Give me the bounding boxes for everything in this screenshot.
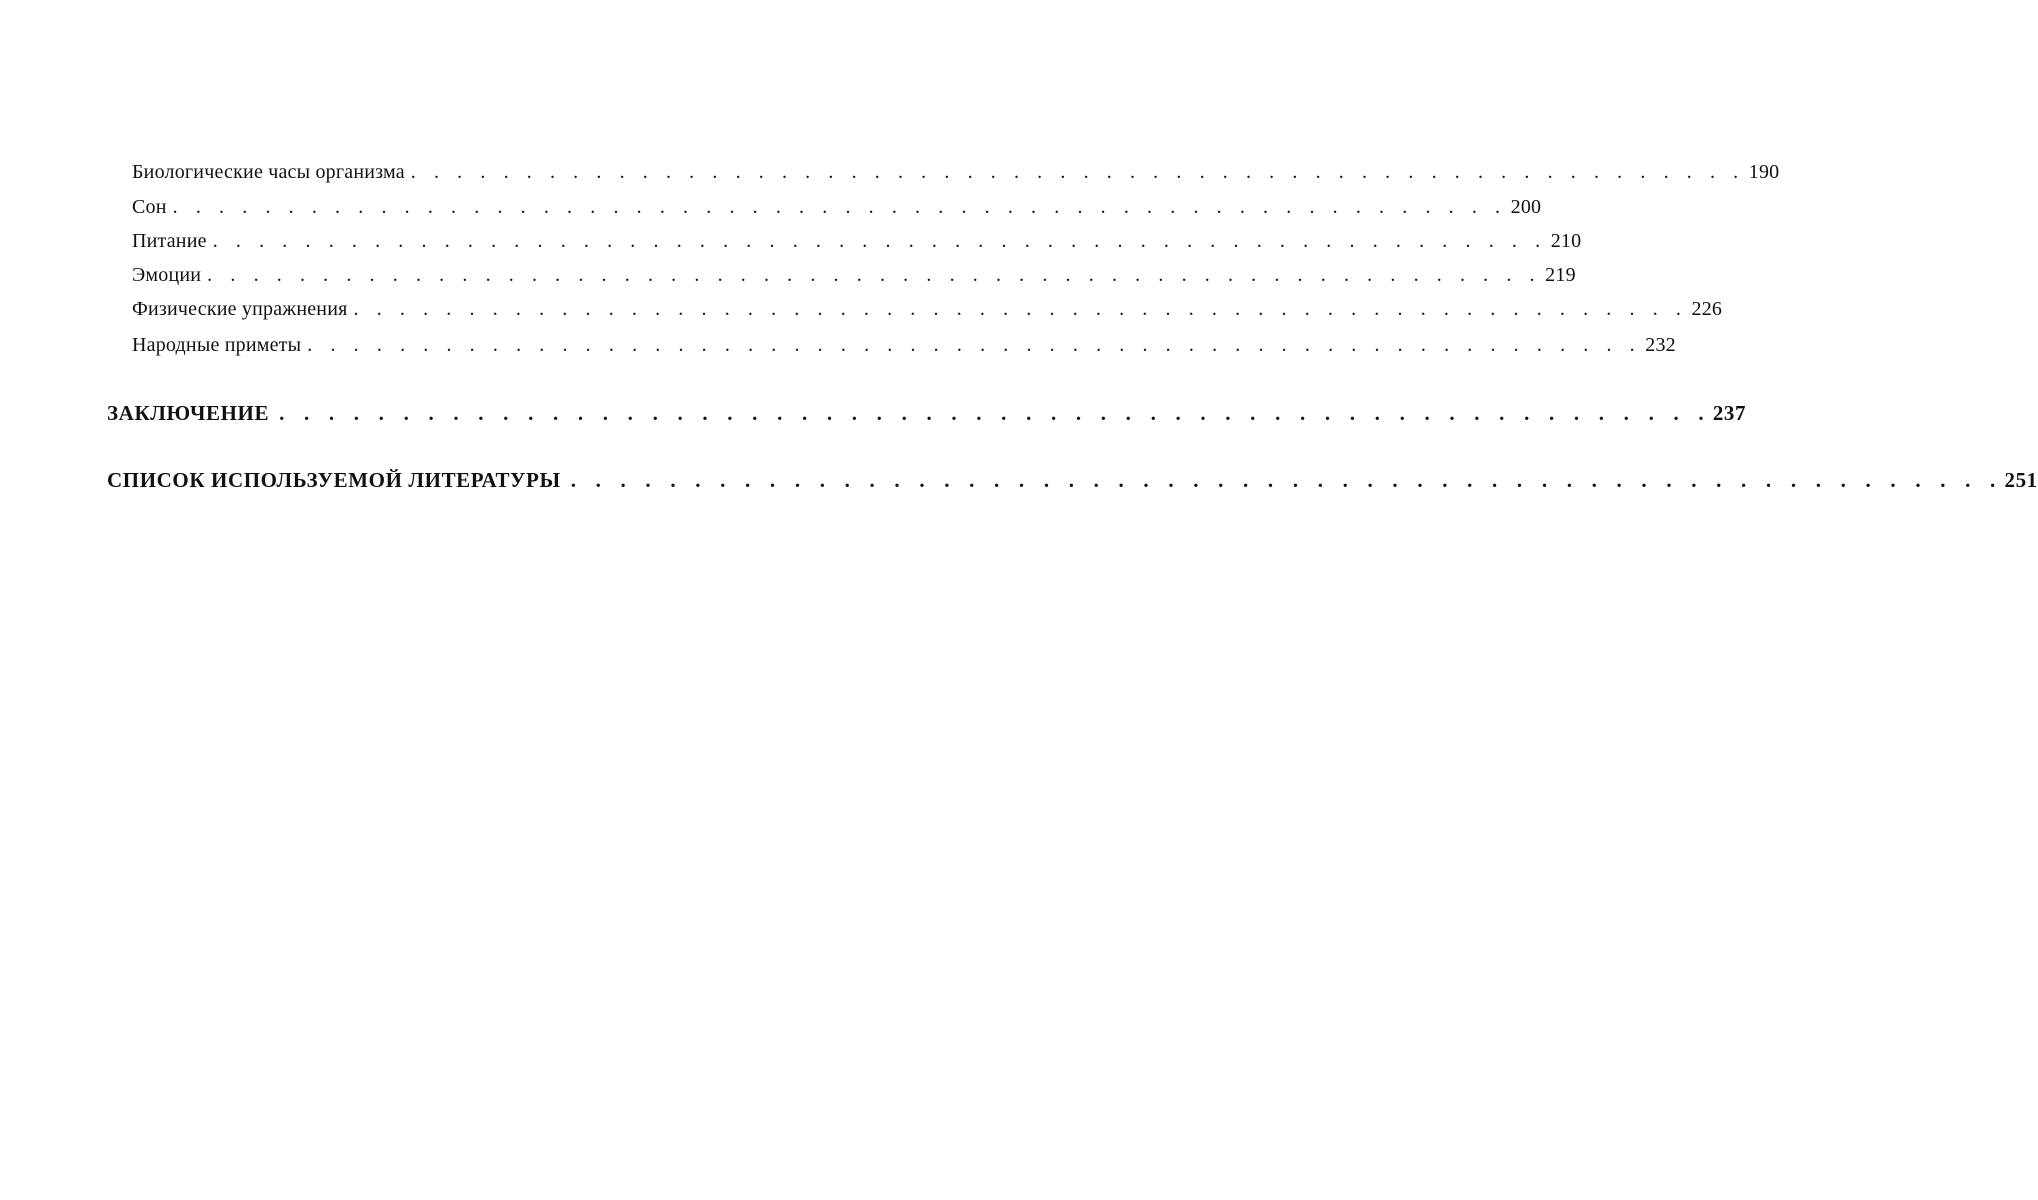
dot-leader: . . . . . . . . . . . . . . . . . . . . . . . . . . . . . . . . . . . . . . . . . . . . . . . . . . . . . . . . . . <box>307 334 1642 356</box>
toc-entry-title: Сон <box>132 196 167 218</box>
toc-entry-page: 190 <box>1748 161 1780 183</box>
toc-entry-page: 210 <box>1550 230 1582 252</box>
toc-entry-title: СПИСОК ИСПОЛЬЗУЕМОЙ ЛИТЕРАТУРЫ <box>107 468 561 492</box>
toc-entry-title: Физические упражнения <box>132 298 348 320</box>
toc-entry-title: Питание <box>132 230 207 252</box>
dot-leader: . . . . . . . . . . . . . . . . . . . . . . . . . . . . . . . . . . . . . . . . . . . . . . . . . . . . . . . . . . <box>279 401 1711 425</box>
toc-entry-page: 237 <box>1712 401 1747 425</box>
dot-leader: . . . . . . . . . . . . . . . . . . . . . . . . . . . . . . . . . . . . . . . . . . . . . . . . . . . . . . . . . . <box>207 264 1542 286</box>
toc-entry-bibliography <box>107 465 2038 495</box>
toc-entry-page: 219 <box>1545 264 1576 286</box>
toc-entry-nutrition <box>132 227 1582 255</box>
toc-entry-page: 226 <box>1691 298 1723 320</box>
toc-entry-sleep <box>132 193 1542 221</box>
toc-entry-title: Народные приметы <box>132 334 302 356</box>
toc-entry-title: ЗАКЛЮЧЕНИЕ <box>107 401 270 425</box>
toc-entry-conclusion <box>107 398 1747 428</box>
toc-entry-title: Биологические часы организма <box>132 161 405 183</box>
dot-leader: . . . . . . . . . . . . . . . . . . . . . . . . . . . . . . . . . . . . . . . . . . . . . . . . . . . . . . . . . . <box>353 298 1688 320</box>
toc-entry-page: 251 <box>2004 468 2038 492</box>
toc-entry-page: 232 <box>1645 334 1676 356</box>
dot-leader: . . . . . . . . . . . . . . . . . . . . . . . . . . . . . . . . . . . . . . . . . . . . . . . . . . . . . . . . . . <box>410 161 1745 183</box>
dot-leader: . . . . . . . . . . . . . . . . . . . . . . . . . . . . . . . . . . . . . . . . . . . . . . . . . . . . . . . . . . <box>212 230 1547 252</box>
toc-entry-exercise <box>132 295 1723 323</box>
toc-entry-folk-signs <box>132 331 1676 359</box>
toc-entry-title: Эмоции <box>132 264 202 286</box>
dot-leader: . . . . . . . . . . . . . . . . . . . . . . . . . . . . . . . . . . . . . . . . . . . . . . . . . . . . . . . . . . <box>172 196 1507 218</box>
dot-leader: . . . . . . . . . . . . . . . . . . . . . . . . . . . . . . . . . . . . . . . . . . . . . . . . . . . . . . . . . . <box>570 468 2003 492</box>
toc-entry-emotions <box>132 261 1576 289</box>
toc-entry-page: 200 <box>1510 196 1542 218</box>
toc-entry-biological-clock <box>132 158 1780 186</box>
